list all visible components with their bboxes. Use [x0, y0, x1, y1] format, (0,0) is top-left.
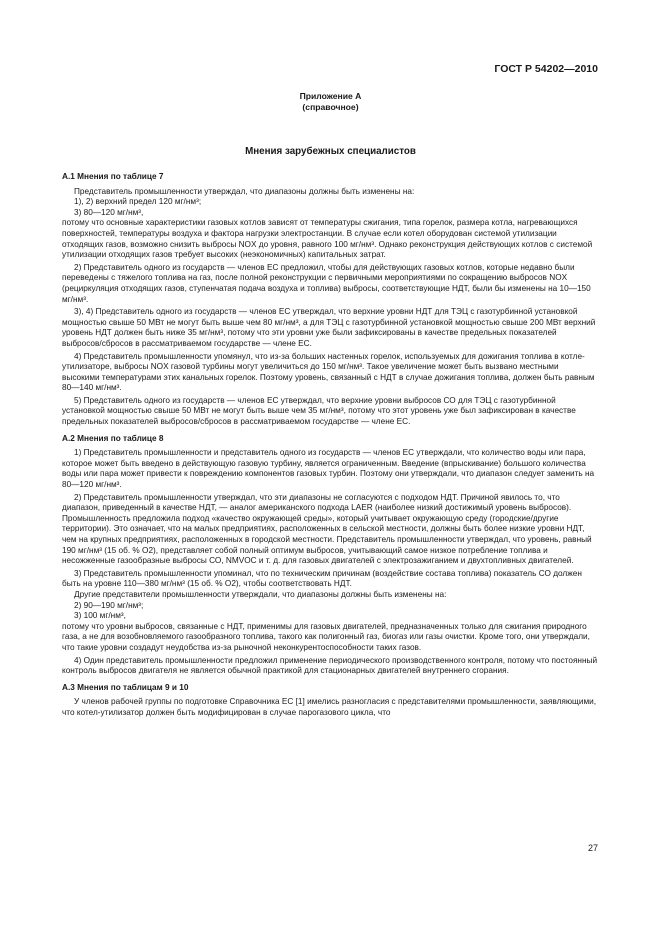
paragraph: Представитель промышленности утверждал, что диапазоны должны быть изменены на:: [74, 186, 415, 196]
section-a2-title: А.2 Мнения по таблице 8: [62, 433, 164, 443]
main-title: Мнения зарубежных специалистов: [245, 146, 416, 157]
paragraph: 5) Представитель одного из государств — членов ЕС утверждал, что верхние уровни выбросов СО для ТЭЦ с газотурбинной установкой мощностью свыше 50 МВт не могут быть выше чем 35 мг/нм³, потому что этот уровень уже был зафиксирован в качестве предельных показателей выбросов/сбросов в рассматриваемом государстве — члене ЕС.: [62, 395, 576, 427]
document-body: [62, 172, 598, 719]
paragraph: Другие представители промышленности утверждали, что диапазоны должны быть изменены на:: [74, 589, 447, 599]
paragraph: 4) Представитель промышленности упомянул, что из-за больших настенных горелок, используемых для дожигания топлива в котле-утилизаторе, выбросы NOX газовой турбины могут увеличиться до 150 мг/нм³. Такое увеличение может быть вызвано местными высокими температурами этих канальных горелок. Поэтому уровень, связанный с НДТ в случае дожигания топлива, должен быть равным 80—140 мг/нм³.: [62, 351, 595, 393]
paragraph: 4) Один представитель промышленности предложил применение периодического производственного контроля, потому что постоянный контроль выбросов двигателя не является обычной практикой для стационарных двигателей внутреннего сгорания.: [62, 655, 598, 676]
section-a1-title: А.1 Мнения по таблице 7: [62, 172, 164, 181]
paragraph: потому что уровни выбросов, связанные с НДТ, применимы для газовых двигателей, предназначенных только для сжигания природного газа, а не для возобновляемого газообразного топлива, такого как полигонный газ, биогаз или газы очистки. Кроме того, они утверждали, что такие уровни создадут неудобства из-за рыночной неконкурентоспособности таких газов.: [62, 621, 590, 652]
list-item: 3) 100 мг/нм³,: [74, 611, 126, 621]
paragraph: У членов рабочей группы по подготовке Справочника ЕС [1] имелись разногласия с представителями промышленности, заявляющими, что котел-утилизатор должен быть модифицирован в случае парогазового цикла, что: [62, 697, 597, 717]
paragraph: 3), 4) Представитель одного из государств — членов ЕС утверждал, что верхние уровни НДТ для ТЭЦ с газотурбинной установкой мощностью свыше 50 МВт не могут быть выше чем 80 мг/нм³, а для ТЭЦ с газотурбинной установкой мощностью свыше 200 МВт верхний уровень НДТ должен быть ниже 35 мг/нм³, потому что эти уровни уже были зафиксированы в качестве предельных показателей выбросов/сбросов в рассматриваемом государстве — члене ЕС.: [62, 307, 596, 348]
document-code: ГОСТ Р 54202—2010: [494, 63, 598, 75]
appendix-title: Приложение А: [299, 91, 362, 101]
paragraph: 2) Представитель одного из государств — членов ЕС предложил, чтобы для действующих газовых котлов, которые недавно были переведены с тяжелого топлива на газ, после полной реконструкции с первичными мероприятиями по сокращению выбросов NOX (рециркуляция отходящих газов, ступенчатая подача воздуха и топлива) выбросы, соответствующие НДТ, были бы изменены на 10—150 мг/нм³.: [62, 262, 591, 304]
list-item: 1), 2) верхний предел 120 мг/нм³;: [74, 197, 202, 207]
paragraph: 2) Представитель промышленности утверждал, что эти диапазоны не согласуются с подходом НДТ. Причиной явилось то, что диапазон, приведенный в качестве НДТ, — аналог американского подхода LAER (наиболее низкий достижимый уровень выбросов). Промышленность предложила подход «качество окружающей среды», который учитывает окружающую среду (городские/другие территории). Это означает, что на малых предприятиях, расположенных в сельской местности, должны быть более низкие уровни НДТ, чем на крупных предприятиях, расположенных в городской местности. Представитель промышленности утверждал, что уровень, равный 190 мг/нм³ (15 об. % O2), представляет собой полный оптимум выбросов, учитывающий самое низкое потребление топлива и несожженные газообразные выбросы СО, NMVOC и т. д. для газовых двигателей с электрозажиганием и двухтопливных двигателей.: [62, 492, 592, 566]
section-a3-title: А.3 Мнения по таблицам 9 и 10: [62, 682, 189, 692]
list-item: 2) 90—190 мг/нм³;: [74, 600, 144, 610]
list-item: 3) 80—120 мг/нм³,: [74, 207, 144, 217]
appendix-subtitle: (справочное): [302, 102, 359, 112]
page-number: 27: [587, 843, 598, 853]
paragraph: 1) Представитель промышленности и представитель одного из государств — членов ЕС утверждали, что количество воды или пара, которое может быть введено в действующую газовую турбину, является ограниченным. Введение (впрыскивание) большого количества воды или пара может привести к повреждению компонентов газовых турбин. Поэтому они утверждали, что диапазон следует заменить на 80—120 мг/нм³.: [62, 448, 595, 490]
paragraph: потому что основные характеристики газовых котлов зависят от температуры сжигания, типа горелок, размера котла, нагревающихся поверхностей, температуры воздуха и фактора нагрузки электростанции. В случае если котел оборудован системой утилизации отходящих газов, возможно снизить выбросы NOX до уровня, равного 100 мг/нм³. Однако реконструкция действующих котлов с системой утилизации отходящих газов требует высоких (неэкономичных) капитальных затрат.: [62, 218, 593, 260]
appendix-heading: [0, 91, 661, 113]
paragraph: 3) Представитель промышленности упоминал, что по техническим причинам (воздействие состава топлива) показатель СО должен быть на уровне 110—380 мг/нм³ (15 об. % O2), чтобы соответствовать НДТ.: [62, 568, 582, 589]
